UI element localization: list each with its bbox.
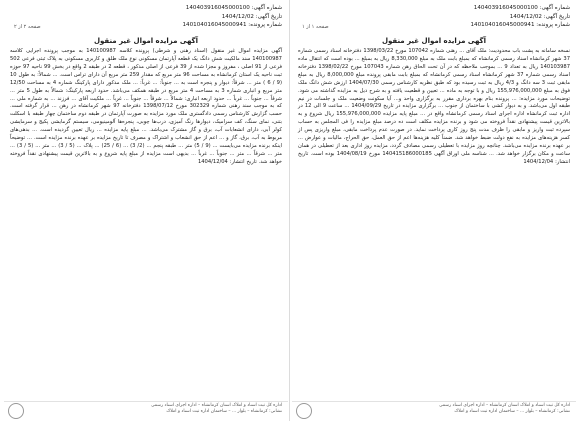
- notice-meta: [298, 4, 570, 30]
- footer-address: نشانی: کرمانشاه – بلوار ... – ساختمان اداره ثبت اسناد و املاک: [166, 409, 282, 414]
- page-number: صفحه ۱ از ۱: [302, 24, 329, 30]
- notice-meta: [10, 4, 282, 30]
- page-footer: [292, 401, 576, 421]
- page-number: صفحه ۲ از ۲: [14, 24, 41, 30]
- page-divider: [289, 0, 290, 421]
- case-number: شماره پرونده: 140104016045000941: [182, 22, 282, 29]
- footer-logo-icon: [8, 403, 24, 419]
- case-number: شماره پرونده: 140104016045000941: [470, 22, 570, 29]
- footer-logo-icon: [296, 403, 312, 419]
- notice-number: شماره آگهی: 140403916045000100: [473, 5, 570, 11]
- notice-page-left: [4, 0, 288, 421]
- notice-date: تاریخ آگهی: 1404/12/02: [221, 13, 282, 20]
- notice-page-right: [292, 0, 576, 421]
- notice-date: تاریخ آگهی: 1404/12/02: [509, 13, 570, 20]
- notice-title: آگهی مزایده اموال غیر منقول: [381, 36, 487, 45]
- page-footer: [4, 401, 288, 421]
- notice-body: آگهی مزایده اموال غیر منقول (اسناد رهنی و شرطی) پرونده کلاسه 140100987 به موجب پرونده اجرایی کلاسه 140100987 سند مالکیت شش دانگ یک قطعه آپارتمان مسکونی نوع ملک طلق و کاربری مسکونی به پلاک ثبتی فرعی 502 فرعی از 91 اصلی ، مفروز و مجزا شده از 39 فرعی از اصلی مذکور ، قطعه 2 در طبقه 2 واقع در بخش 99 ناحیه 97 حوزه ثبت ناحیه یک استان کرمانشاه به مساحت 96 متر مربع که مقدار 259 متر مربع آن دارای تراس است. ... شمالاً: به طول 10 (9 / 6 ) متر ... شرقاً: دیوار و پنجره است به ... جنوباً: ... غرباً: ... ملک مذکور دارای پارکینگ شماره 4 به مساحت 12/50 متر مربع و انباری شماره 3 به مساحت 4 متر مربع در طبقه همکف می‌باشد. حدود اربعه پارکینگ: شمالاً به طول 5 متر ... شرقاً ... جنوباً ... غرباً ... حدود اربعه انباری: شمالاً ... شرقاً ... جنوباً ... غرباً ... ملکیت آقای ... فرزند ... به شماره ملی ... که به موجب سند رهنی شماره 302329 مورخ 1398/07/12 دفترخانه 97 شهر کرمانشاه در رهن ... قرار گرفته است. حسب گزارش کارشناس رسمی دادگستری ملک مورد مزایده به صورت آپارتمان در طبقه دوم ساختمان چهار طبقه با اسکلت بتنی، نمای سنگ، کف سرامیک، دیوارها رنگ آمیزی، درب‌ها چوبی، پنجره‌ها آلومینیومی، سیستم گرمایشی پکیج و سرمایشی کولر آبی، دارای انشعابات آب، برق و گاز مشترک می‌باشد. ... مبلغ پایه مزایده ... ریال تعیین گردیده است. ... بدهی‌های مربوط به آب، برق، گاز و ... اعم از حق انشعاب و اشتراک و مصرف تا تاریخ مزایده بر عهده برنده مزایده است. ... توضیحاً اینکه برنده مزایده می‌بایست ... (9 / 5) متر ... طبقه پنجم ... (2/ 3) ... (6 / 25) ... پلاک ... (5 / 3) ... متر ... (5 / 3) ... متر ... شرقاً ... متر ... جنوباً ... غرباً ... بدیهی است مزایده از مبلغ پایه شروع و به بالاترین قیمت پیشنهادی نقداً فروخته خواهد شد. تاریخ انتشار: 1404/12/04: [10, 47, 283, 166]
- footer-line: اداره کل ثبت اسناد و املاک استان کرمانشاه – اداره اجرای اسناد رسمی: [439, 403, 570, 408]
- notice-number: شماره آگهی: 140403916045000100: [185, 5, 282, 11]
- footer-line: اداره کل ثبت اسناد و املاک استان کرمانشاه – اداره اجرای اسناد رسمی: [151, 403, 282, 408]
- footer-address: نشانی: کرمانشاه – بلوار ... – ساختمان اداره ثبت اسناد و املاک: [454, 409, 570, 414]
- notice-body: نسخه سامانه به پشت باب محدودیت: ملک آقای ... رهنی شماره 107042 مورخ 1398/03/22 دفترخانه اسناد رسمی شماره 37 شهر کرمانشاه اسناد رسمی کرمانشاه که بمبلغ بابت ملک به مبلغ 8,330,000 ریال به بمبلغ ... بوده است که انتقال ماده 140103987 ریال به تعداد 9 ... بموجب ملاحظه که در آن تحت الحاق رهن شماره 107043 مورخ 1398/02/22 دفترخانه اسناد رسمی شماره 37 شهر کرمانشاه اسناد رسمی کرمانشاه که بمبلغ بابت مابقی پرونده مبلغ 8,000,000 ریال به مبلغ مابقی ثبت 3 سه دانگ و 4/3 ریال به ثبت رسیده بود که طبق نظریه کارشناس رسمی 1404/07/30 ارزش شش دانگ ملک فوق به مبلغ 155,976,000,000 ریال و با توجه به ماده ... تعیین و قطعیت یافته و به شرح ذیل به مزایده گذاشته می شود. توضیحات مورد مزایده: ... پرونده بنام بهره برداری مقرر به برگزاری واحد و... آیا سکونت وضعیت ملک و جلسات در نیم طبقه اول می‌باشد. و به دیوار کشی با ساختمان از جنوب ... برگزاری مزایده در تاریخ 1404/09/29 ... ساعت 9 الی 12 در اداره ثبت کرمانشاه اداره اجرای اسناد رسمی کرمانشاه واقع در ... مبلغ پایه مزایده 155,976,000,000 ریال شروع و به بالاترین قیمت پیشنهادی نقداً فروخته می شود و برنده مزایده مکلف است ده درصد مبلغ مزایده را فی المجلس به حساب سپرده ثبت واریز و مابقی را ظرف مدت پنج روز کاری پرداخت نماید. در صورت عدم پرداخت مابقی، مبلغ واریزی پس از کسر هزینه‌های مزایده به نفع دولت ضبط خواهد شد. ضمناً کلیه هزینه‌ها اعم از حق العمل، حق الحراج، مالیات و عوارض ... بر عهده برنده مزایده می‌باشد. چنانچه روز مزایده با تعطیلی رسمی مصادف گردد، مزایده روز اداری بعد از تعطیلی در همان ساعت و مکان برگزار خواهد شد. ... شناسه ملی اوراق آگهی 140415186000185 مورخ 1404/08/19 بوده است. تاریخ انتشار: 1404/12/04: [298, 47, 571, 166]
- notice-title: آگهی مزایده اموال غیر منقول: [93, 36, 199, 45]
